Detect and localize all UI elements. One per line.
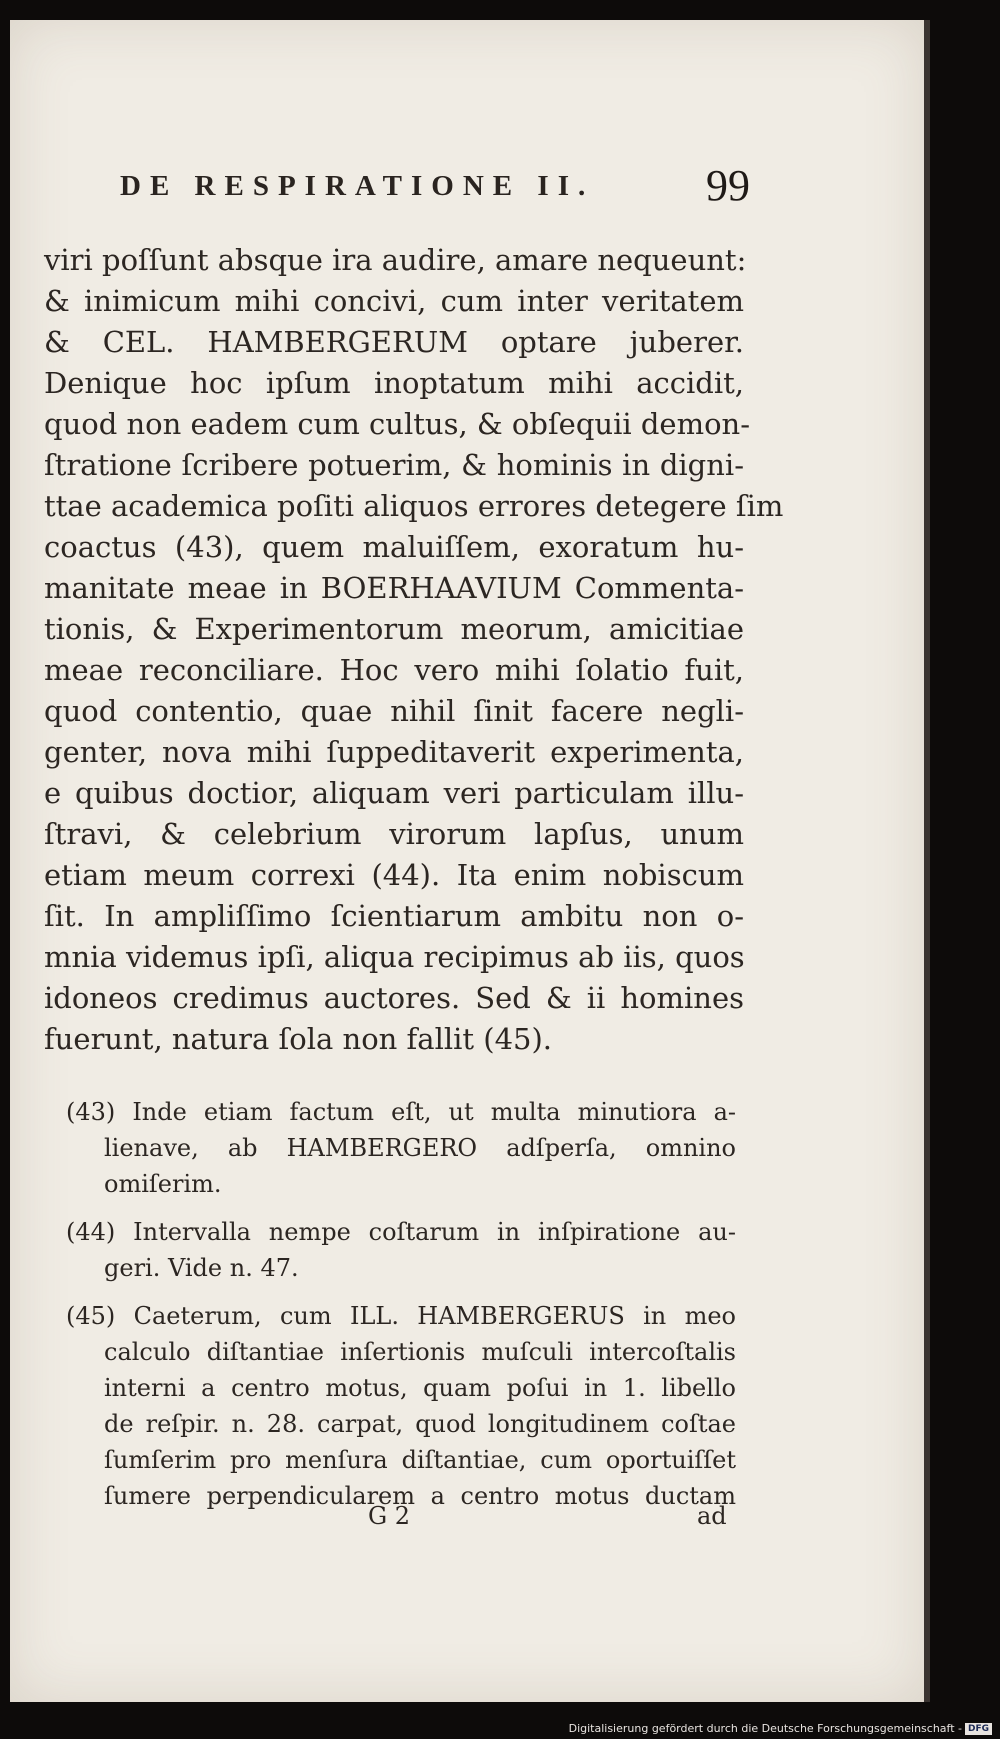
text-line: ſtratione ſcribere potuerim, & hominis in digni- bbox=[44, 448, 744, 482]
page-edge bbox=[924, 20, 930, 1702]
footnote-45 bbox=[66, 1298, 736, 1514]
signature-mark: G 2 bbox=[368, 1502, 411, 1530]
text-line: ttae academica poſiti aliquos errores detegere ſim bbox=[44, 489, 784, 523]
footnote-line: geri. Vide n. 47. bbox=[104, 1254, 299, 1282]
page-header bbox=[120, 160, 750, 220]
footnote-43 bbox=[66, 1094, 736, 1202]
text-line: coactus (43), quem maluiſſem, exoratum hu- bbox=[44, 530, 744, 564]
footnote-line: ſumere perpendicularem a centro motus ductam bbox=[104, 1482, 736, 1510]
footnote-line: lienave, ab HAMBERGERO adſperſa, omnino bbox=[104, 1134, 736, 1162]
text-line: etiam meum correxi (44). Ita enim nobiscum bbox=[44, 858, 744, 892]
text-line: genter, nova mihi ſuppeditaverit experimenta, bbox=[44, 735, 744, 769]
text-line: ſtravi, & celebrium virorum lapſus, unum bbox=[44, 817, 744, 851]
text-line: tionis, & Experimentorum meorum, amicitiae bbox=[44, 612, 744, 646]
text-line: quod non eadem cum cultus, & obſequii demon- bbox=[44, 407, 751, 441]
dfg-logo-icon: DFG bbox=[965, 1723, 992, 1735]
footnote-line: calculo diſtantiae inſertionis muſculi intercoſtalis bbox=[104, 1338, 736, 1366]
footnote-line: interni a centro motus, quam poſui in 1. libello bbox=[104, 1374, 736, 1402]
footnote-line: omiſerim. bbox=[104, 1170, 222, 1198]
text-line: meae reconciliare. Hoc vero mihi ſolatio fuit, bbox=[44, 653, 744, 687]
running-title: DE RESPIRATIONE II. bbox=[120, 170, 595, 202]
credit-text: Digitalisierung gefördert durch die Deutsche Forschungsgemeinschaft - bbox=[568, 1722, 962, 1735]
text-line: & CEL. HAMBERGERUM optare juberer. bbox=[44, 325, 744, 359]
footnote-line: (44) Intervalla nempe coſtarum in inſpiratione au- bbox=[66, 1218, 736, 1246]
digitization-credit bbox=[569, 1722, 992, 1735]
text-line: idoneos credimus auctores. Sed & ii homines bbox=[44, 981, 744, 1015]
footnote-line: (45) Caeterum, cum ILL. HAMBERGERUS in meo bbox=[66, 1302, 736, 1330]
text-line: quod contentio, quae nihil ſinit facere negli- bbox=[44, 694, 744, 728]
footnote-line: de reſpir. n. 28. carpat, quod longitudinem coſtae bbox=[104, 1410, 736, 1438]
text-line: e quibus doctior, aliquam veri particulam illu- bbox=[44, 776, 744, 810]
main-text bbox=[44, 240, 784, 1060]
page-number: 99 bbox=[706, 161, 750, 210]
text-line: ſit. In ampliſſimo ſcientiarum ambitu non o- bbox=[44, 899, 744, 933]
text-line: viri poſſunt absque ira audire, amare nequeunt: bbox=[44, 243, 747, 277]
text-line: Denique hoc ipſum inoptatum mihi accidit, bbox=[44, 366, 744, 400]
footnotes bbox=[66, 1094, 736, 1526]
text-line: & inimicum mihi concivi, cum inter veritatem bbox=[44, 284, 744, 318]
text-line: mnia videmus ipſi, aliqua recipimus ab iis, quos bbox=[44, 940, 745, 974]
text-line: fuerunt, natura ſola non fallit (45). bbox=[44, 1022, 553, 1056]
footnote-line: ſumſerim pro menſura diſtantiae, cum oportuiſſet bbox=[104, 1446, 736, 1474]
footnote-44 bbox=[66, 1214, 736, 1286]
text-line: manitate meae in BOERHAAVIUM Commenta- bbox=[44, 571, 744, 605]
catchword: ad bbox=[697, 1502, 727, 1530]
footnote-line: (43) Inde etiam factum eſt, ut multa minutiora a- bbox=[66, 1098, 736, 1126]
